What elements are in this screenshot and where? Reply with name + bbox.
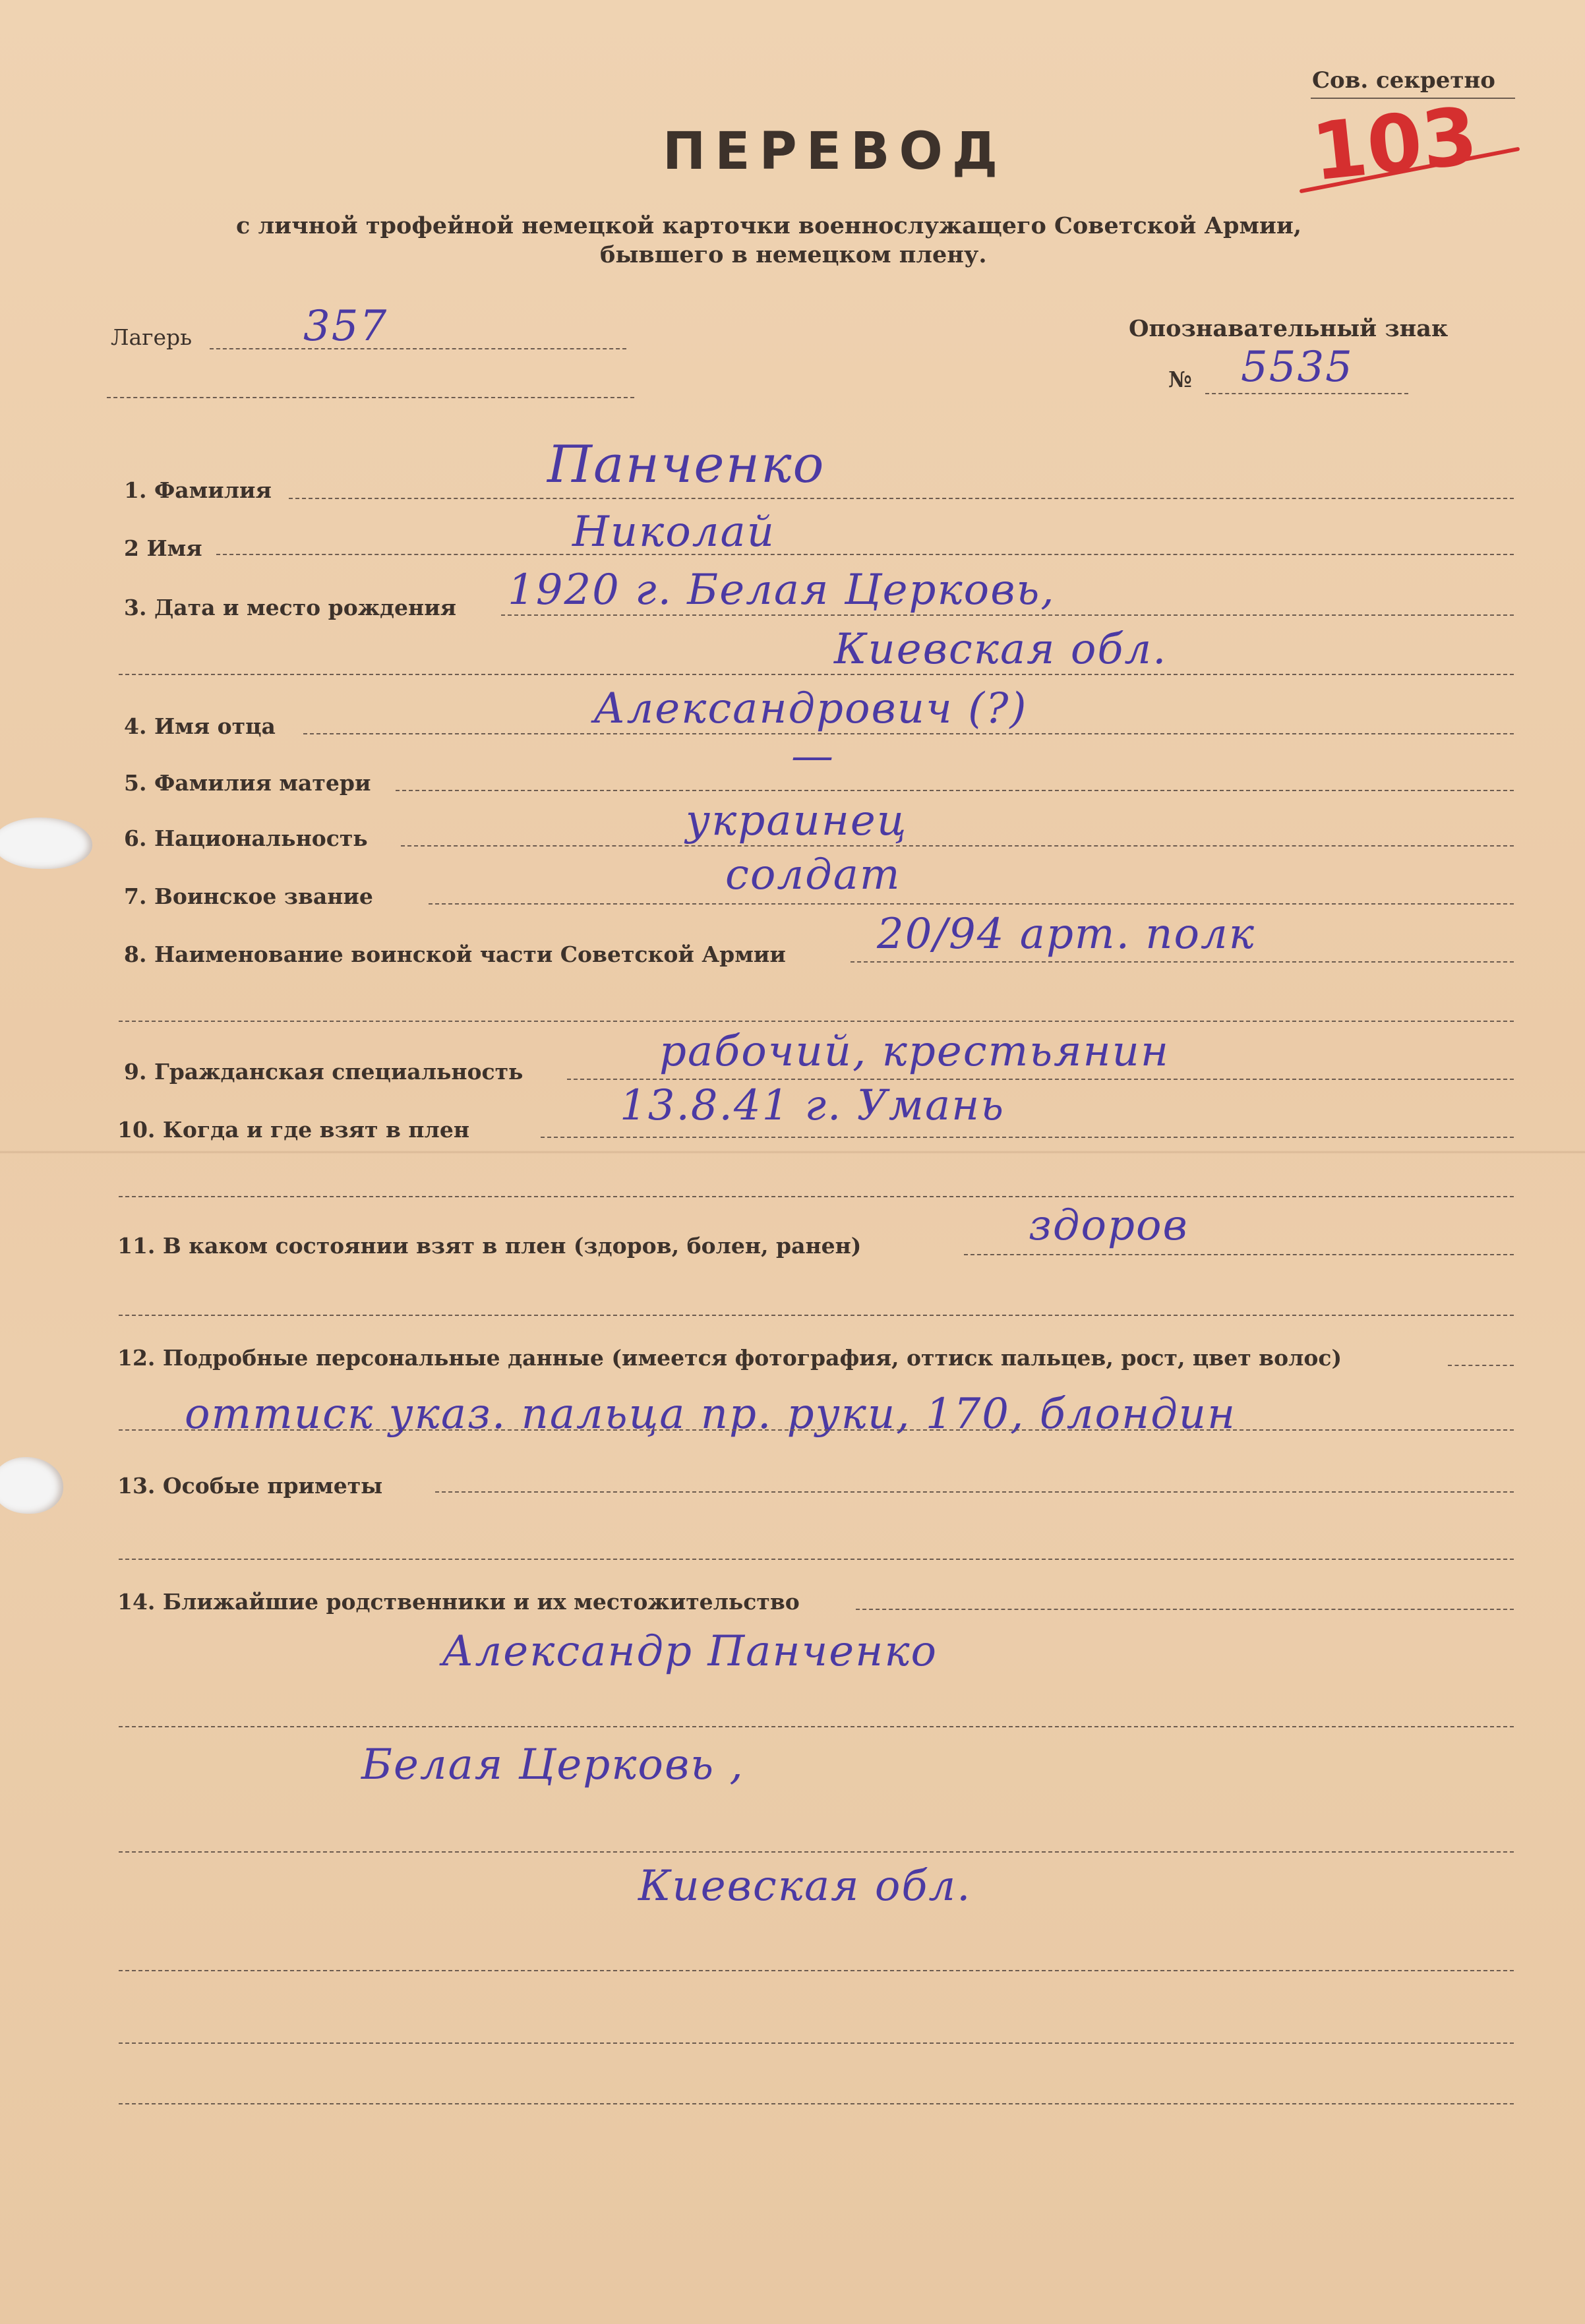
field-14-label: 14. Ближайшие родственники и их местожительство [117,1589,800,1615]
field-6-rule [401,845,1514,847]
field-3-rule [501,614,1514,616]
field-2-label: 2 Имя [124,535,202,561]
page-title: ПЕРЕВОД [663,122,1007,181]
field-8-label: 8. Наименование воинской части Советской Армии [124,941,786,967]
field-8-value: 20/94 арт. полк [877,910,1255,959]
field-9-rule [567,1079,1514,1080]
field-2-rule [216,554,1514,555]
camp-rule-1 [210,348,626,349]
punch-hole-top [0,818,92,869]
field-10-rule-2 [119,1196,1514,1197]
field-7-value: солдат [725,850,901,899]
subtitle-line-1: с личной трофейной немецкой карточки военнослужащего Советской Армии, [236,212,1302,239]
field-14-rule-3 [119,1851,1514,1853]
field-14-value: Александр Панченко [442,1627,938,1676]
field-7-label: 7. Воинское звание [124,883,373,909]
field-5-value: — [791,732,835,781]
field-4-label: 4. Имя отца [124,713,276,739]
camp-value: 357 [303,302,388,351]
field-11-rule-2 [119,1315,1514,1316]
field-14-rule-5 [119,2042,1514,2044]
punch-hole-bottom [0,1457,63,1514]
field-10-rule [541,1137,1514,1138]
subtitle-line-2: бывшего в немецком плену. [600,241,987,268]
field-13-rule-2 [119,1559,1514,1560]
field-12-rule-2 [119,1429,1514,1431]
archive-number: 103 [1307,90,1482,199]
field-3-rule-2 [119,674,1514,675]
field-9-label: 9. Гражданская специальность [124,1059,523,1085]
field-4-rule [303,733,1514,734]
field-12-label: 12. Подробные персональные данные (имеется фотография, оттиск пальцев, рост, цвет волос) [117,1345,1342,1371]
field-8-rule [851,961,1514,963]
field-5-rule [396,790,1514,791]
field-14-rule-4 [119,1970,1514,1971]
field-3-value-2: Киевская обл. [834,625,1168,674]
field-14-rule-2 [119,1726,1514,1727]
field-7-rule [429,903,1514,905]
id-tag-number-sign: № [1168,367,1192,392]
field-11-rule [964,1254,1514,1255]
id-tag-rule [1205,393,1408,394]
field-5-label: 5. Фамилия матери [124,770,371,796]
field-2-value: Николай [572,508,775,556]
id-tag-value: 5535 [1241,343,1354,392]
field-8-rule-2 [119,1021,1514,1022]
field-13-label: 13. Особые приметы [117,1473,383,1499]
field-12-rule [1448,1365,1514,1366]
classification-stamp: Сов. секретно [1312,67,1495,94]
field-6-value: украинец [686,796,908,845]
field-1-label: 1. Фамилия [124,477,272,503]
field-9-value: рабочий, крестьянин [659,1027,1170,1076]
field-13-rule [435,1491,1514,1493]
camp-rule-2 [107,397,634,398]
camp-label: Лагерь [111,324,193,350]
id-tag-label: Опознавательный знак [1129,315,1449,342]
field-6-label: 6. Национальность [124,825,368,851]
field-10-label: 10. Когда и где взят в плен [117,1117,469,1143]
field-14-rule [856,1609,1514,1610]
field-14-value-3: Киевская обл. [638,1862,972,1911]
paper-fold [0,1150,1585,1154]
field-10-value: 13.8.41 г. Умань [620,1081,1005,1130]
field-3-value: 1920 г. Белая Церковь, [508,566,1056,614]
field-11-value: здоров [1029,1201,1189,1250]
field-1-rule [289,498,1514,499]
field-14-rule-6 [119,2103,1514,2104]
field-1-value: Панченко [547,435,825,494]
field-12-value: оттиск указ. пальца пр. руки, 170, блондин [185,1390,1237,1439]
field-11-label: 11. В каком состоянии взят в плен (здоров, болен, ранен) [117,1233,862,1259]
field-14-value-2: Белая Церковь , [361,1741,744,1789]
field-4-value: Александрович (?) [593,684,1028,733]
field-3-label: 3. Дата и место рождения [124,595,457,620]
